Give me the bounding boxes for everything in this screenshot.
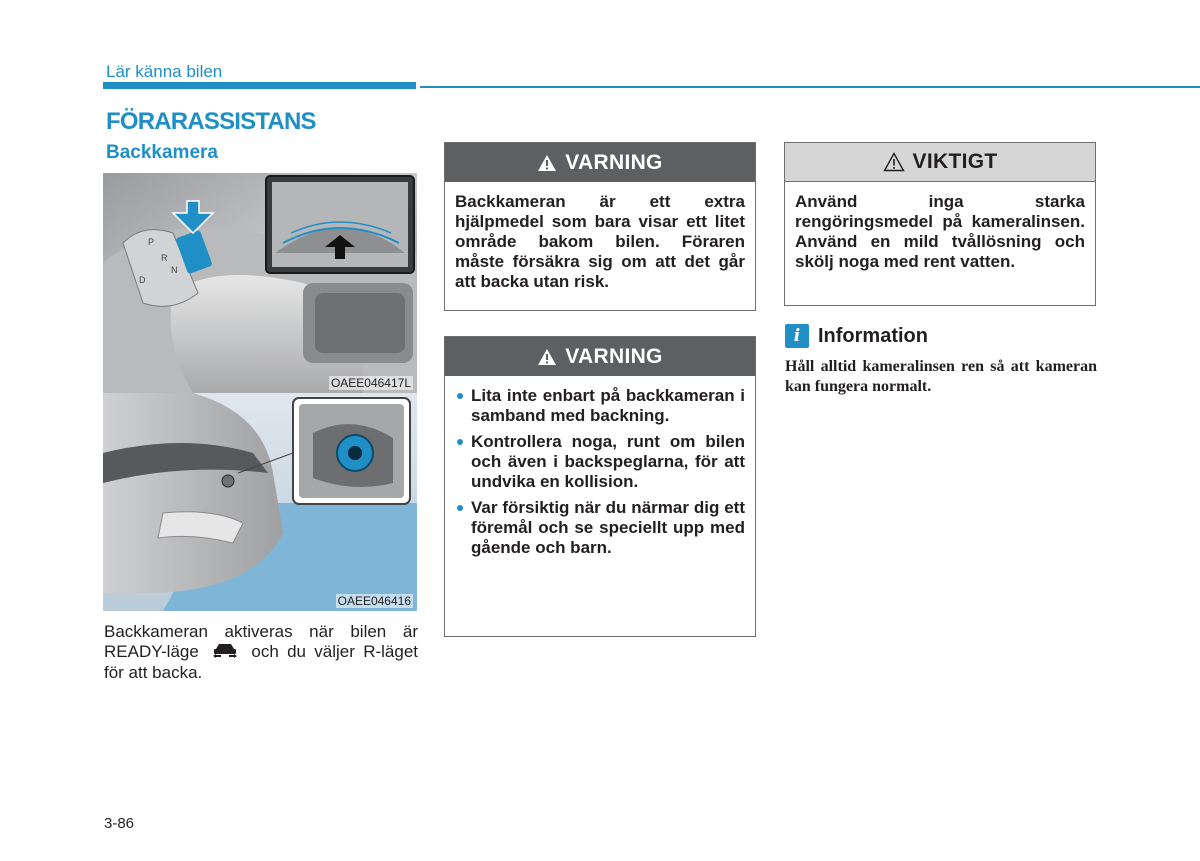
figure-gear-shifter [103,173,417,393]
gear-label-r: R [161,253,168,263]
warning-triangle-icon [537,154,557,172]
body-text-part1: Backkameran aktiveras när bilen är READY-läge [104,622,418,661]
gear-shifter-illustration [103,173,417,393]
info-icon: i [785,324,809,348]
page-number: 3-86 [104,815,135,832]
list-item: Kontrollera noga, runt om bilen och även i backspeglarna, för att undvika en kollision. [455,432,745,492]
list-item: Var försiktig när du närmar dig ett föremål och se speciellt upp med gående och barn. [455,498,745,558]
caution-triangle-icon [883,152,905,172]
notice-text: Använd inga starka rengöringsmedel på kameralinsen. Använd en mild tvållösning och skölj noga med rent vatten. [795,192,1085,271]
info-text: Håll alltid kameralinsen ren så att kameran kan fungera normalt. [785,358,1097,395]
gear-label-p: P [148,237,155,247]
notice-box [784,142,1096,306]
body-text-part2: och du väljer R-läget för att backa. [104,642,418,683]
warning-box-2 [444,336,756,637]
gear-label-n: N [171,265,178,275]
warning-text: Backkameran är ett extra hjälpmedel som bara visar ett litet område bakom bilen. Föraren måste försäkra sig om att det går att backa utan risk. [455,192,745,291]
figure-rear-camera [103,393,417,611]
header-rule-thin [420,86,1200,88]
notice-header [785,143,1095,182]
rear-camera-illustration [103,393,417,611]
warning-triangle-icon [537,348,557,366]
info-header [785,324,928,348]
page-title: FÖRARASSISTANS [106,108,316,135]
header-rule-thick [103,82,416,89]
list-item: Lita inte enbart på backkameran i samband med backning. [455,386,745,426]
section-label: Lär känna bilen [106,62,223,81]
warning-header [445,143,755,182]
warning-title: VARNING [565,150,663,174]
info-title: Information [818,324,928,347]
warning-header [445,337,755,376]
figure-code: OAEE046417L [330,376,411,390]
gear-label-d: D [139,275,146,285]
warning-box-1 [444,142,756,311]
ready-car-icon [213,642,237,663]
figure-code: OAEE046416 [337,594,411,608]
notice-title: VIKTIGT [912,150,998,173]
warning-list [445,376,755,558]
warning-title: VARNING [565,344,663,368]
body-text [104,622,418,683]
page-subtitle: Backkamera [106,142,218,163]
